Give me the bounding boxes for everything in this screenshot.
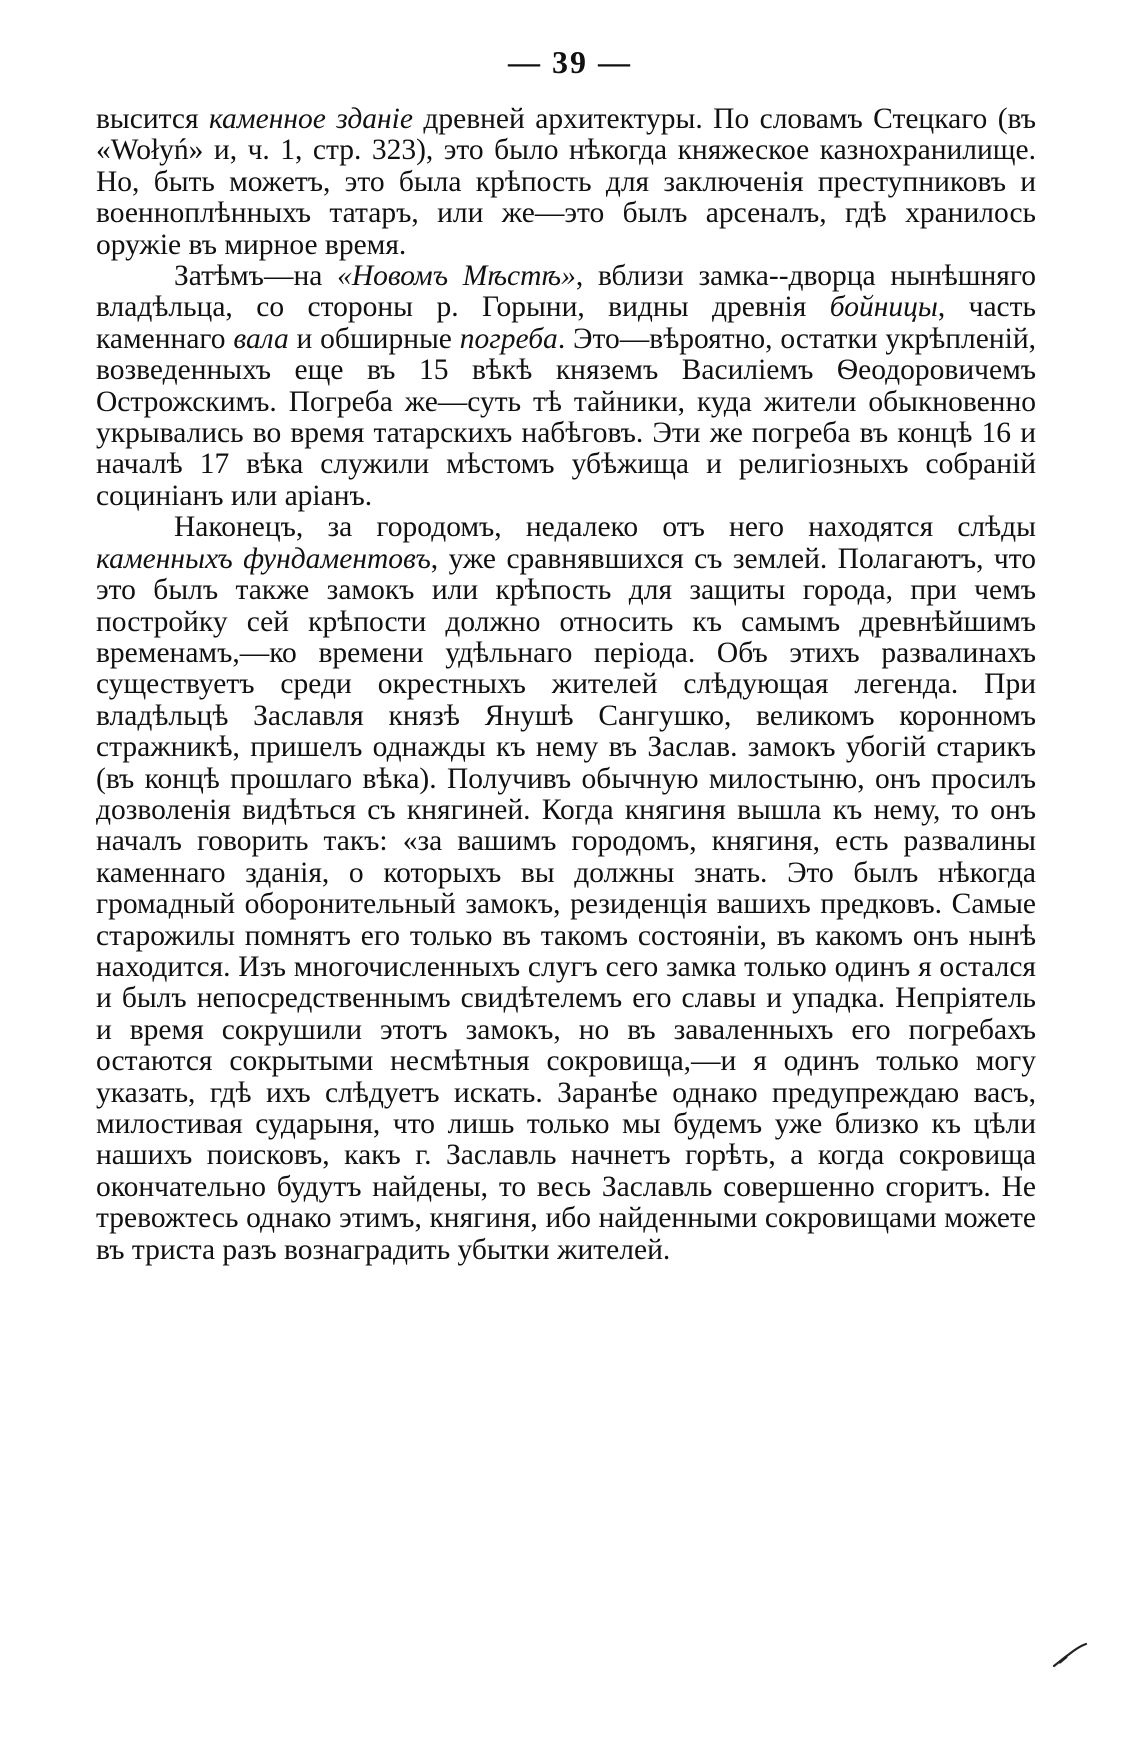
italic-run: погреба <box>459 322 558 355</box>
text-run: . Это—вѣроятно, остатки укрѣпленій, возведенныхъ еще въ 15 вѣкѣ княземъ Василіемъ Ѳеодоровичемъ Острожскимъ. Погреба же—суть тѣ тайники, куда жители обыкновенно укрывались во время татарскихъ набѣговъ. Эти же погреба въ концѣ 16 и началѣ 17 вѣка служили мѣстомъ убѣжища и религіозныхъ собраній социніанъ или аріанъ. <box>96 322 1036 512</box>
text-run: , часть каменнаго <box>96 291 1036 355</box>
paragraph-2 <box>96 261 1036 512</box>
paragraph-3 <box>96 512 1036 1266</box>
italic-run: каменное зданіе <box>208 103 413 135</box>
text-run: , уже сравнявшихся съ землей. Полагаютъ, что это былъ также замокъ или крѣпость для защиты города, при чемъ постройку сей крѣпости должно относить къ самымъ древнѣйшимъ временамъ,—ко времени удѣльнаго періода. Объ этихъ развалинахъ существуетъ среди окрестныхъ жителей слѣдующая легенда. При владѣльцѣ Заславля князѣ Янушѣ Сангушко, великомъ коронномъ стражникѣ, пришелъ однажды къ нему въ Заслав. замокъ убогій старикъ (въ концѣ прошлаго вѣка). Получивъ обычную милостыню, онъ просилъ дозволенія видѣться съ княгиней. Когда княгиня вышла къ нему, то онъ началъ говорить такъ: «за вашимъ городомъ, княгиня, есть развалины каменнаго зданія, о которыхъ вы должны знать. Это былъ нѣкогда громадный оборонительный замокъ, резиденція вашихъ предковъ. Самые старожилы помнятъ его только въ такомъ состояніи, въ какомъ онъ нынѣ находится. Изъ многочисленныхъ слугъ сего замка только одинъ я остался и былъ непосредственнымъ свидѣтелемъ его славы и упадка. Непріятель и время сокрушили этотъ замокъ, но въ заваленныхъ его погребахъ остаются сокрытыми несмѣтныя сокровища,—и я одинъ только могу указать, гдѣ ихъ слѣдуетъ искать. Заранѣе однако предупреждаю васъ, милостивая сударыня, что лишь только мы будемъ уже близко къ цѣли нашихъ поисковъ, какъ г. Заславль начнетъ горѣть, а когда сокровища окончательно будутъ найдены, то весь Заславль совершенно сгоритъ. Не тревожтесь однако этимъ, княгиня, ибо найденными сокровищами можете въ триста разъ вознаградить убытки жителей. <box>96 542 1036 1266</box>
italic-run: «Новомъ Мѣстѣ» <box>337 260 576 293</box>
italic-run: бойницы <box>829 291 938 324</box>
text-run: , вблизи замка--дворца нынѣшняго владѣльца, со стороны р. Горыни, видны древнія <box>96 260 1036 324</box>
text-run: и обширные <box>288 322 460 355</box>
italic-run: каменныхъ фундаментовъ <box>96 542 431 575</box>
text-run: древней архитектуры. По словамъ Стецкаго (въ «Wołyń» и, ч. 1, стр. 323), это было нѣкогда княжеское казнохранилище. Но, быть можетъ, это была крѣпость для заключенія преступниковъ и военноплѣнныхъ татаръ, или же—это былъ арсеналъ, гдѣ хранилось оружіе въ мирное время. <box>96 103 1036 261</box>
page-number: — 39 — <box>508 44 632 80</box>
pen-stroke-mark <box>1050 1640 1090 1670</box>
text-run: Наконецъ, за городомъ, недалеко отъ него находятся слѣды <box>174 511 1036 544</box>
text-body <box>96 104 1036 1266</box>
italic-run: вала <box>233 322 289 355</box>
text-run: высится <box>96 103 209 135</box>
text-run: Затѣмъ—на <box>174 260 338 293</box>
paragraph-1 <box>96 104 1036 261</box>
